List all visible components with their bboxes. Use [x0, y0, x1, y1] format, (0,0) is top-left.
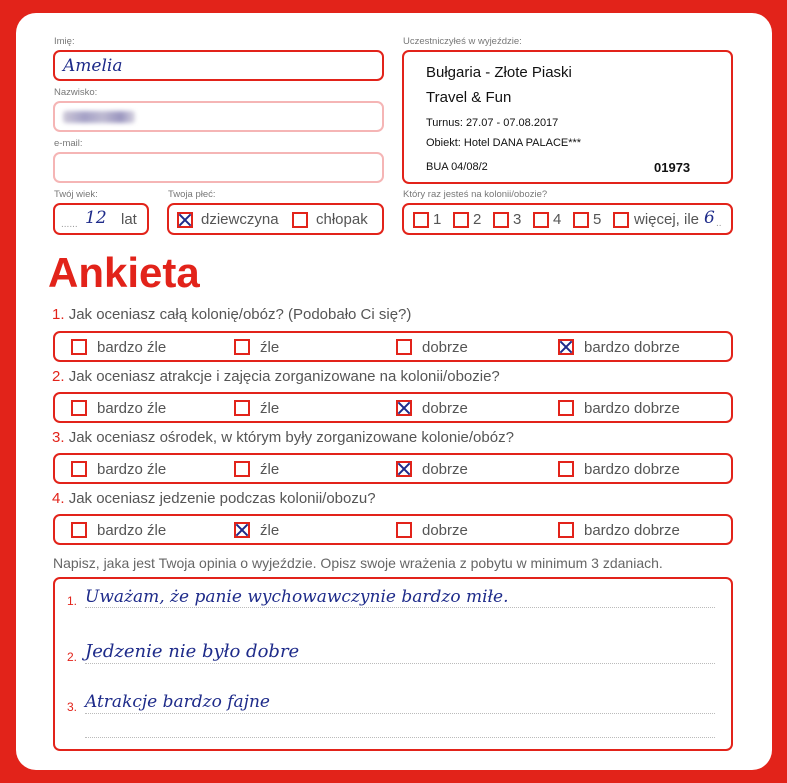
email-label: e-mail: — [54, 138, 83, 149]
times-more-checkbox[interactable] — [613, 212, 629, 228]
gender-girl-label: dziewczyna — [201, 211, 279, 228]
times-2-label: 2 — [473, 211, 482, 228]
q2-dobrze-label: dobrze — [422, 400, 468, 417]
name-value: Amelia — [63, 56, 123, 76]
times-4-checkbox[interactable] — [533, 212, 549, 228]
times-5-checkbox[interactable] — [573, 212, 589, 228]
q3-bardzo-dobrze-label: bardzo dobrze — [584, 461, 680, 478]
q3-dobrze-checkbox[interactable] — [396, 461, 412, 477]
opinion-1-number: 1. — [67, 594, 78, 608]
opinion-2-number: 2. — [67, 650, 78, 664]
q3-dobrze-label: dobrze — [422, 461, 468, 478]
question-2-number: 2. — [52, 368, 65, 385]
question-2 — [52, 368, 500, 385]
gender-field — [167, 203, 384, 235]
q3-zle-label: źle — [260, 461, 280, 478]
q1-bardzo-zle-label: bardzo źle — [97, 339, 167, 356]
times-label: Który raz jesteś na kolonii/obozie? — [403, 189, 548, 200]
redacted-surname — [63, 111, 135, 123]
trip-number: 01973 — [654, 160, 691, 175]
question-4-answers — [53, 514, 733, 545]
q2-bardzo-dobrze-checkbox[interactable] — [558, 400, 574, 416]
age-field[interactable] — [53, 203, 149, 235]
q1-dobrze-checkbox[interactable] — [396, 339, 412, 355]
question-4-text: Jak oceniasz jedzenie podczas kolonii/obozu? — [68, 490, 376, 507]
name-label: Imię: — [54, 36, 75, 47]
times-1-label: 1 — [433, 211, 442, 228]
gender-boy-checkbox[interactable] — [292, 212, 308, 228]
question-2-answers — [53, 392, 733, 423]
opinion-line-4 — [85, 737, 715, 738]
times-more-label: więcej, ile — [634, 211, 700, 228]
opinion-3-text: Atrakcje bardzo fajne — [85, 692, 270, 712]
times-field — [402, 203, 733, 235]
question-1 — [52, 306, 411, 323]
q4-bardzo-zle-checkbox[interactable] — [71, 522, 87, 538]
q3-bardzo-dobrze-checkbox[interactable] — [558, 461, 574, 477]
opinion-line-2 — [85, 663, 715, 664]
q2-zle-label: źle — [260, 400, 280, 417]
trip-destination: Bułgaria - Złote Piaski — [426, 64, 572, 81]
trip-obiekt: Obiekt: Hotel DANA PALACE*** — [426, 137, 582, 149]
q1-bardzo-dobrze-label: bardzo dobrze — [584, 339, 680, 356]
trip-info-box — [402, 50, 733, 184]
q1-zle-label: źle — [260, 339, 280, 356]
question-4-number: 4. — [52, 490, 65, 507]
q2-dobrze-checkbox[interactable] — [396, 400, 412, 416]
times-5-label: 5 — [593, 211, 602, 228]
q4-bardzo-zle-label: bardzo źle — [97, 522, 167, 539]
times-3-checkbox[interactable] — [493, 212, 509, 228]
question-1-answers — [53, 331, 733, 362]
question-3 — [52, 429, 514, 446]
question-1-text: Jak oceniasz całą kolonię/obóz? (Podobało Ci się?) — [68, 306, 412, 323]
opinion-box[interactable] — [53, 577, 733, 751]
survey-title: Ankieta — [48, 249, 200, 296]
age-value: 12 — [85, 208, 107, 228]
q4-zle-label: źle — [260, 522, 280, 539]
times-1-checkbox[interactable] — [413, 212, 429, 228]
gender-boy-label: chłopak — [316, 211, 368, 228]
question-3-text: Jak oceniasz ośrodek, w którym były zorganizowane kolonie/obóz? — [68, 429, 514, 446]
q1-dobrze-label: dobrze — [422, 339, 468, 356]
age-unit: lat — [121, 211, 137, 228]
q2-bardzo-zle-checkbox[interactable] — [71, 400, 87, 416]
q2-bardzo-dobrze-label: bardzo dobrze — [584, 400, 680, 417]
trip-organizer: Travel & Fun — [426, 89, 512, 106]
age-dots: ...... — [61, 219, 78, 230]
opinion-2-text: Jedzenie nie było dobre — [85, 641, 300, 662]
q3-bardzo-zle-label: bardzo źle — [97, 461, 167, 478]
question-2-text: Jak oceniasz atrakcje i zajęcia zorganizowane na kolonii/obozie? — [68, 368, 500, 385]
q1-bardzo-dobrze-checkbox[interactable] — [558, 339, 574, 355]
q4-zle-checkbox[interactable] — [234, 522, 250, 538]
times-2-checkbox[interactable] — [453, 212, 469, 228]
opinion-line-3 — [85, 713, 715, 714]
email-field[interactable] — [53, 152, 384, 183]
q1-zle-checkbox[interactable] — [234, 339, 250, 355]
question-3-number: 3. — [52, 429, 65, 446]
opinion-1-text: Uważam, że panie wychowawczynie bardzo miłe. — [85, 587, 509, 607]
question-1-number: 1. — [52, 306, 65, 323]
q4-dobrze-checkbox[interactable] — [396, 522, 412, 538]
times-dots: .. — [716, 218, 722, 229]
q2-bardzo-zle-label: bardzo źle — [97, 400, 167, 417]
age-label: Twój wiek: — [54, 189, 98, 200]
q4-bardzo-dobrze-label: bardzo dobrze — [584, 522, 680, 539]
q3-bardzo-zle-checkbox[interactable] — [71, 461, 87, 477]
opinion-line-1 — [85, 607, 715, 608]
participated-label: Uczestniczyłeś w wyjeździe: — [403, 36, 522, 47]
gender-label: Twoja płeć: — [168, 189, 216, 200]
q4-dobrze-label: dobrze — [422, 522, 468, 539]
opinion-prompt: Napisz, jaka jest Twoja opinia o wyjeździe. Opisz swoje wrażenia z pobytu w minimum 3 zdaniach. — [53, 555, 663, 571]
q3-zle-checkbox[interactable] — [234, 461, 250, 477]
question-3-answers — [53, 453, 733, 484]
times-3-label: 3 — [513, 211, 522, 228]
trip-code: BUA 04/08/2 — [426, 161, 488, 173]
question-4 — [52, 490, 376, 507]
surname-label: Nazwisko: — [54, 87, 98, 98]
name-field[interactable] — [53, 50, 384, 81]
trip-turnus: Turnus: 27.07 - 07.08.2017 — [426, 117, 559, 129]
q2-zle-checkbox[interactable] — [234, 400, 250, 416]
times-4-label: 4 — [553, 211, 562, 228]
times-value: 6 — [704, 208, 715, 228]
gender-girl-checkbox[interactable] — [177, 212, 193, 228]
q4-bardzo-dobrze-checkbox[interactable] — [558, 522, 574, 538]
q1-bardzo-zle-checkbox[interactable] — [71, 339, 87, 355]
surname-field[interactable] — [53, 101, 384, 132]
opinion-3-number: 3. — [67, 700, 78, 714]
